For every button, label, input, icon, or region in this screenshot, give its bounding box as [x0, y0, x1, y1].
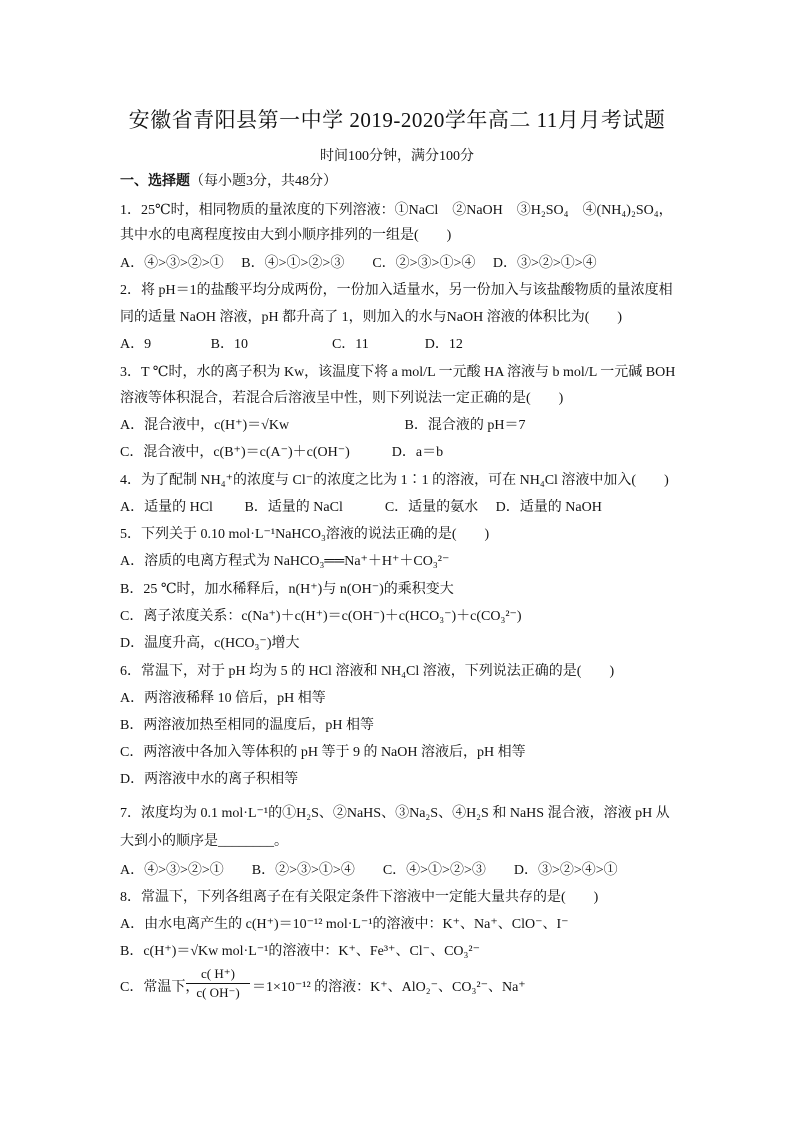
text-line: 5．下列关于 0.10 mol·L⁻¹NaHCO₃溶液的说法正确的是( ) — [120, 527, 490, 542]
exam-title: 安徽省青阳县第一中学 2019-2020学年高二 11月月考试题 — [128, 108, 666, 132]
text-line: A．由水电离产生的 c(H⁺)＝10⁻¹² mol·L⁻¹的溶液中：K⁺、Na⁺、ClO⁻、I⁻ — [120, 917, 569, 932]
text-line: 7．浓度均为 0.1 mol·L⁻¹的①H₂S、②NaHS、③Na₂S、④H₂S 和 NaHS 混合液，溶液 pH 从 — [120, 806, 670, 821]
text-line: 1．25℃时，相同物质的量浓度的下列溶液：①NaCl ②NaOH ③H₂SO₄ ④(NH₄)₂SO₄， — [120, 203, 673, 218]
text-line: 大到小的顺序是________。 — [120, 834, 288, 849]
text-line: A．9 B．10 C．11 D．12 — [120, 337, 463, 352]
fraction-bar — [186, 983, 250, 984]
text-line: 4．为了配制 NH₄⁺的浓度与 Cl⁻的浓度之比为 1∶1 的溶液，可在 NH₄Cl 溶液中加入( ) — [120, 473, 669, 488]
text-line: C．两溶液中各加入等体积的 pH 等于 9 的 NaOH 溶液后，pH 相等 — [120, 745, 526, 760]
text-line: 溶液等体积混合，若混合后溶液呈中性，则下列说法一定正确的是( ) — [120, 391, 564, 406]
fraction-denominator: c( OH⁻) — [196, 985, 240, 1000]
option-c-prefix: C．常温下， — [120, 980, 200, 995]
section-heading: 一、选择题 — [120, 174, 190, 189]
text-line: B．25 ℃时，加水稀释后，n(H⁺)与 n(OH⁻)的乘积变大 — [120, 582, 454, 597]
text-line: A．适量的 HCl B．适量的 NaCl C．适量的氨水 D．适量的 NaOH — [120, 500, 602, 515]
text-line: 同的适量 NaOH 溶液，pH 都升高了 1，则加入的水与NaOH 溶液的体积比为( ) — [120, 310, 623, 325]
text-line: A．④>③>②>① B．②>③>①>④ C．④>①>②>③ D．③>②>④>① — [120, 863, 618, 878]
text-line: 2．将 pH＝1的盐酸平均分成两份，一份加入适量水，另一份加入与该盐酸物质的量浓度相 — [120, 283, 673, 298]
text-line: 6．常温下，对于 pH 均为 5 的 HCl 溶液和 NH₄Cl 溶液，下列说法正确的是( ) — [120, 664, 615, 679]
section-note: （每小题3分，共48分） — [190, 174, 337, 189]
section-header — [120, 170, 337, 190]
text-line: B．两溶液加热至相同的温度后，pH 相等 — [120, 718, 374, 733]
text-line: D．两溶液中水的离子积相等 — [120, 772, 299, 787]
option-c-rest: ＝1×10⁻¹² 的溶液：K⁺、AlO₂⁻、CO₃²⁻、Na⁺ — [252, 980, 526, 995]
text-line: D．温度升高，c(HCO₃⁻)增大 — [120, 636, 300, 651]
text-line: 3．T ℃时，水的离子积为 Kw，该温度下将 a mol/L 一元酸 HA 溶液与 b mol/L 一元碱 BOH — [120, 365, 676, 380]
text-line: C．混合液中，c(B⁺)＝c(A⁻)＋c(OH⁻) D．a＝b — [120, 445, 444, 460]
text-line: A．溶质的电离方程式为 NaHCO₃══Na⁺＋H⁺＋CO₃²⁻ — [120, 554, 450, 569]
text-line: B．c(H⁺)＝√Kw mol·L⁻¹的溶液中：K⁺、Fe³⁺、Cl⁻、CO₃²⁻ — [120, 944, 480, 959]
text-line: A．混合液中，c(H⁺)＝√Kw B．混合液的 pH＝7 — [120, 418, 526, 433]
exam-subtitle: 时间100分钟，满分100分 — [320, 149, 474, 164]
fraction — [186, 966, 250, 1001]
text-line: A．④>③>②>① B．④>①>②>③ C．②>③>①>④ D．③>②>①>④ — [120, 256, 597, 271]
text-line: 8．常温下，下列各组离子在有关限定条件下溶液中一定能大量共存的是( ) — [120, 890, 599, 905]
fraction-numerator: c( H⁺) — [201, 966, 235, 981]
text-line: 其中水的电离程度按由大到小顺序排列的一组是( ) — [120, 228, 452, 243]
text-line: A．两溶液稀释 10 倍后，pH 相等 — [120, 691, 326, 706]
text-line: C．离子浓度关系：c(Na⁺)＋c(H⁺)＝c(OH⁻)＋c(HCO₃⁻)＋c(CO₃²⁻) — [120, 609, 522, 624]
